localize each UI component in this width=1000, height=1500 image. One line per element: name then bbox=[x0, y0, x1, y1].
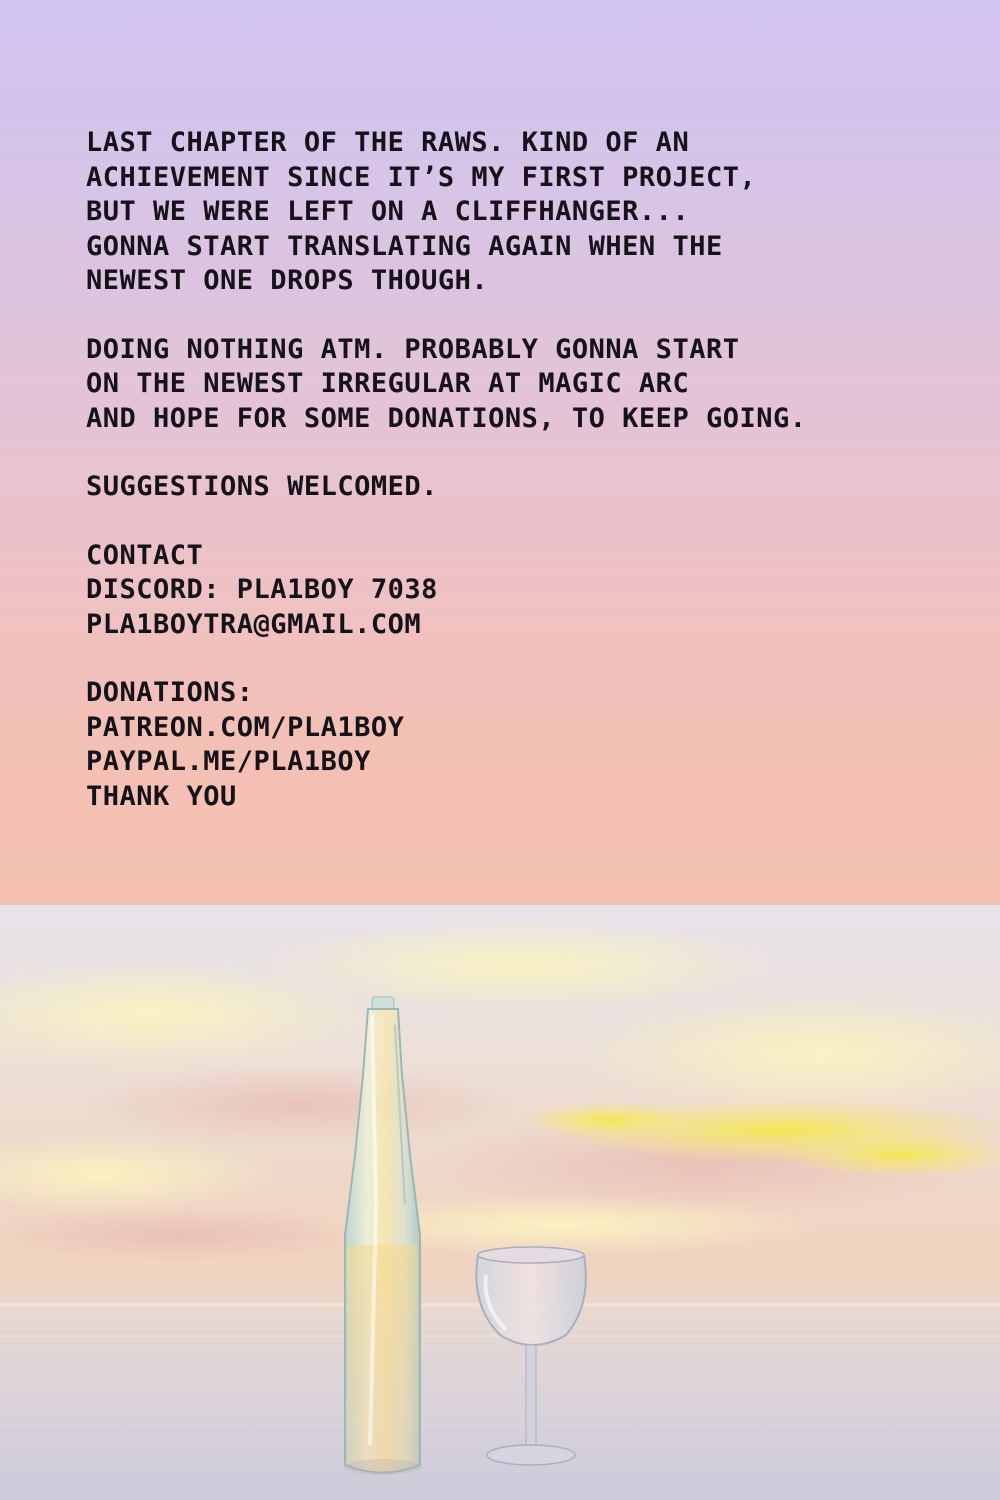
paragraph-suggestions bbox=[86, 470, 966, 505]
paragraph-status bbox=[86, 126, 966, 299]
text-line: AND HOPE FOR SOME DONATIONS, TO KEEP GOING. bbox=[86, 402, 807, 434]
contact-heading: CONTACT bbox=[86, 539, 204, 571]
donations-section bbox=[86, 676, 966, 814]
thank-you-text: THANK YOU bbox=[86, 780, 237, 812]
paypal-link: PAYPAL.ME/PLA1BOY bbox=[86, 746, 371, 777]
text-line: BUT WE WERE LEFT ON A CLIFFHANGER... bbox=[86, 196, 690, 227]
donations-heading: DONATIONS: bbox=[86, 677, 254, 708]
sunset-scene-image bbox=[0, 905, 1000, 1500]
text-line: DOING NOTHING ATM. PROBABLY GONNA START bbox=[86, 333, 740, 365]
text-line: LAST CHAPTER OF THE RAWS. KIND OF AN bbox=[86, 127, 690, 158]
discord-handle: DISCORD: PLA1BOY 7038 bbox=[86, 574, 438, 605]
text-line: GONNA START TRANSLATING AGAIN WHEN THE bbox=[86, 230, 723, 262]
text-line: SUGGESTIONS WELCOMED. bbox=[86, 471, 438, 502]
text-line: NEWEST ONE DROPS THOUGH. bbox=[86, 265, 489, 296]
text-line: ON THE NEWEST IRREGULAR AT MAGIC ARC bbox=[86, 368, 690, 399]
message-text bbox=[86, 126, 966, 848]
contact-section bbox=[86, 539, 966, 643]
text-line: ACHIEVEMENT SINCE IT’S MY FIRST PROJECT, bbox=[86, 161, 757, 193]
patreon-link: PATREON.COM/PLA1BOY bbox=[86, 711, 405, 743]
paragraph-plans bbox=[86, 333, 966, 437]
email-address: PLA1BOYTRA@GMAIL.COM bbox=[86, 608, 422, 640]
